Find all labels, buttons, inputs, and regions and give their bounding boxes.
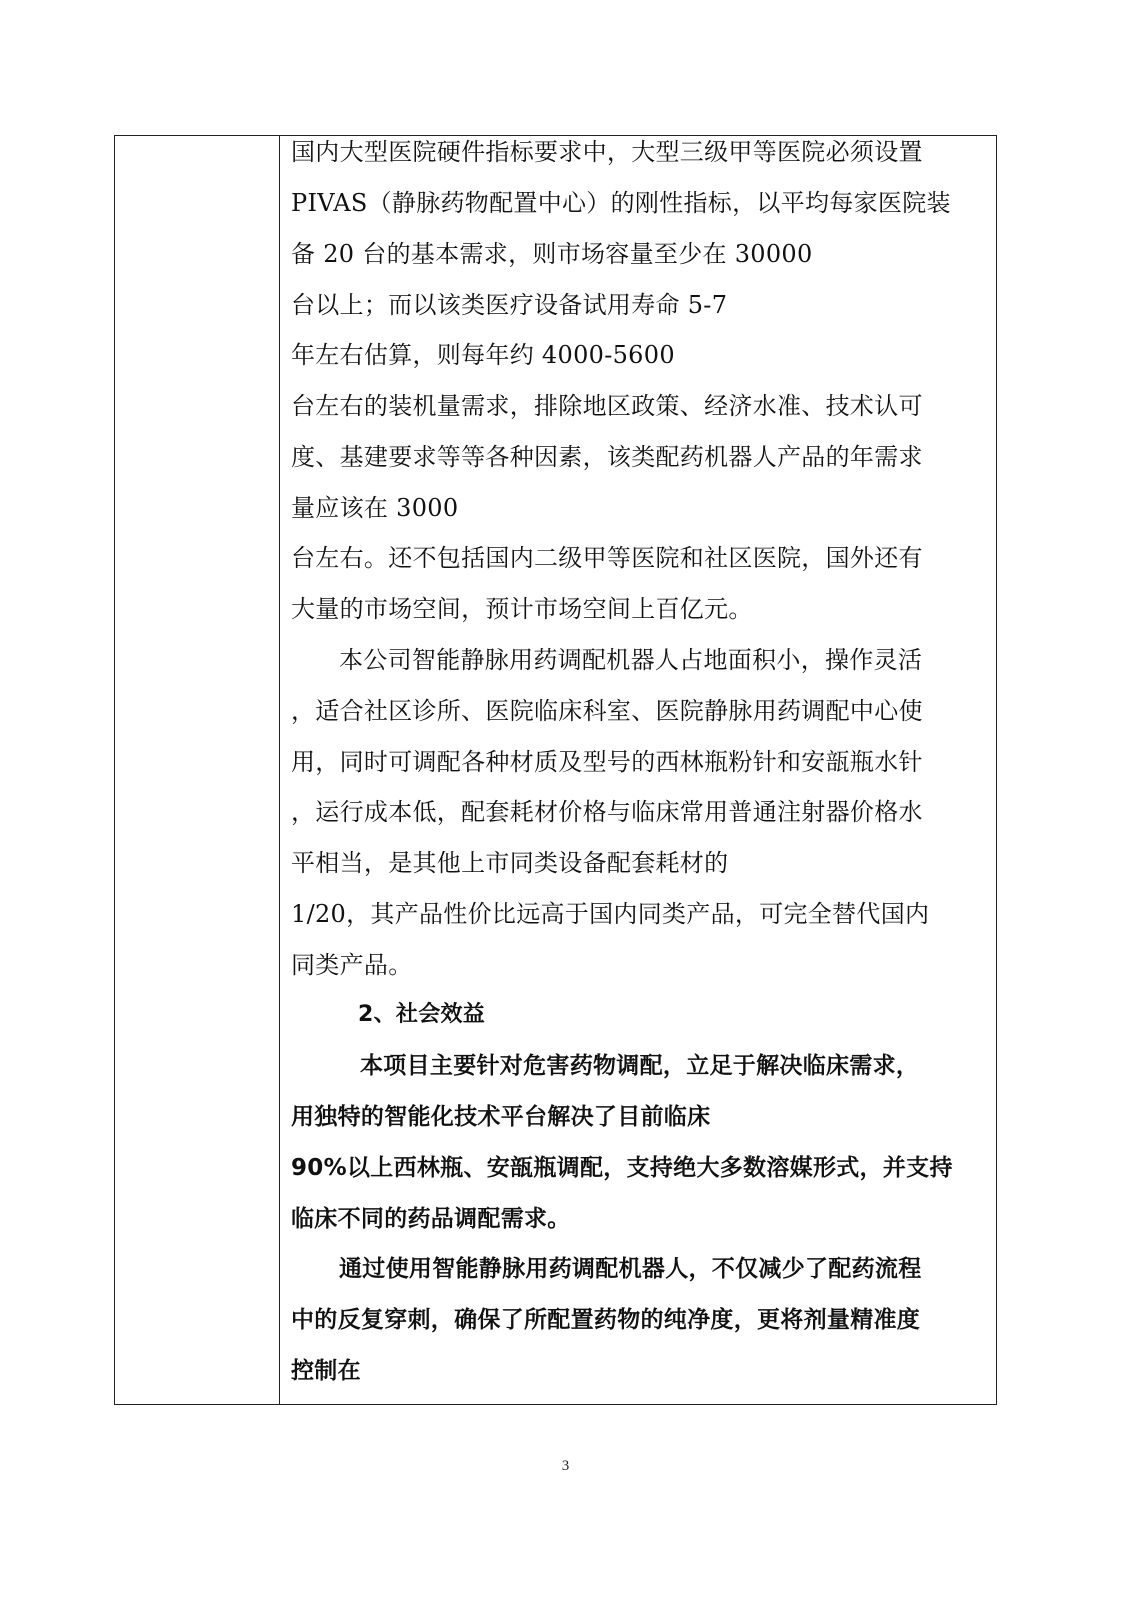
text-line: 备 20 台的基本需求，则市场容量至少在 30000 (291, 240, 813, 268)
text-line: 中的反复穿刺，确保了所配置药物的纯净度，更将剂量精准度 (291, 1307, 921, 1333)
paragraph-start-line: 通过使用智能静脉用药调配机器人，不仅减少了配药流程 (339, 1256, 922, 1282)
text-line: 用，同时可调配各种材质及型号的西林瓶粉针和安瓿瓶水针 (291, 748, 923, 776)
table-label-cell (115, 136, 280, 1404)
text-line: 台左右。还不包括国内二级甲等医院和社区医院，国外还有 (291, 544, 923, 572)
content-table (114, 135, 997, 1405)
paragraph-start-line: 本项目主要针对危害药物调配，立足于解决临床需求， (360, 1053, 920, 1079)
text-line: 台以上；而以该类医疗设备试用寿命 5-7 (291, 291, 728, 319)
text-line: 同类产品。 (291, 951, 413, 979)
text-line: PIVAS（静脉药物配置中心）的刚性指标，以平均每家医院装 (291, 189, 951, 217)
text-line: 1/20，其产品性价比远高于国内同类产品，可完全替代国内 (291, 900, 930, 928)
text-line: 量应该在 3000 (291, 494, 459, 522)
paragraph-start-line: 本公司智能静脉用药调配机器人占地面积小，操作灵活 (339, 646, 923, 674)
text-line: 控制在 (291, 1358, 361, 1384)
text-line: 平相当，是其他上市同类设备配套耗材的 (291, 849, 729, 877)
section-heading: 2、社会效益 (358, 1002, 486, 1027)
text-line: 90%以上西林瓶、安瓿瓶调配，支持绝大多数溶媒形式，并支持 (291, 1155, 953, 1181)
text-line: 临床不同的药品调配需求。 (291, 1206, 571, 1232)
text-line: 国内大型医院硬件指标要求中，大型三级甲等医院必须设置 (291, 138, 923, 166)
text-line: 度、基建要求等等各种因素，该类配药机器人产品的年需求 (291, 443, 923, 471)
text-line: 大量的市场空间，预计市场空间上百亿元。 (291, 595, 753, 623)
text-line: ，运行成本低，配套耗材价格与临床常用普通注射器价格水 (291, 798, 923, 826)
text-line: ，适合社区诊所、医院临床科室、医院静脉用药调配中心使 (291, 697, 923, 725)
table-content-cell (280, 136, 996, 1404)
text-line: 用独特的智能化技术平台解决了目前临床 (291, 1104, 711, 1130)
text-line: 台左右的装机量需求，排除地区政策、经济水准、技术认可 (291, 392, 923, 420)
text-line: 年左右估算，则每年约 4000-5600 (291, 341, 675, 369)
page-number: 3 (561, 1458, 570, 1474)
